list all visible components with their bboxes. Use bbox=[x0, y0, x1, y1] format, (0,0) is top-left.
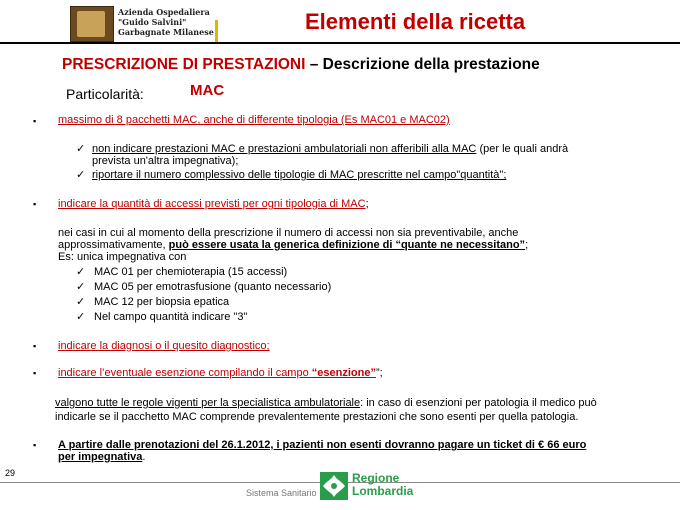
bullet-icon: ▪ bbox=[33, 368, 37, 378]
particolarita-label: Particolarità: bbox=[66, 86, 144, 102]
section-subtitle: PRESCRIZIONE DI PRESTAZIONI – Descrizione della prestazione bbox=[62, 56, 540, 73]
bullet-icon: ▪ bbox=[33, 116, 37, 126]
hospital-name: Azienda Ospedaliera "Guido Salvini" Garbagnate Milanese bbox=[118, 7, 214, 37]
example-item: Nel campo quantità indicare "3" bbox=[94, 311, 248, 323]
check-icon: ✓ bbox=[76, 310, 86, 323]
rule-no-mixing: non indicare prestazioni MAC e prestazioni ambulatoriali non afferibili alla MAC (per le quali andrà prevista un'altra impegnativa); bbox=[92, 143, 569, 167]
regione-lombardia-label: Regione Lombardia bbox=[352, 471, 414, 498]
header-accent-bar bbox=[215, 20, 218, 42]
example-item: MAC 12 per biopsia epatica bbox=[94, 296, 230, 308]
hospital-logo bbox=[70, 6, 114, 42]
quantity-explanation: nei casi in cui al momento della prescrizione il numero di accessi non sia preventivabile, anche approssimativamente, può essere usata la generica definizione di “quante ne necessitano”; Es: unica impegnativa con bbox=[58, 227, 529, 263]
bullet-icon: ▪ bbox=[33, 199, 37, 209]
example-item: MAC 05 per emotrasfusione (quanto necessario) bbox=[94, 281, 332, 293]
bullet-icon: ▪ bbox=[33, 341, 37, 351]
slide-title: Elementi della ricetta bbox=[305, 9, 526, 34]
check-icon: ✓ bbox=[76, 295, 86, 308]
ticket-notice: A partire dalle prenotazioni del 26.1.2012, i pazienti non esenti dovranno pagare un ticket di € 66 euro per impegnativa. bbox=[58, 439, 587, 463]
check-icon: ✓ bbox=[76, 168, 86, 181]
header-divider bbox=[0, 42, 680, 44]
rule-report-count: riportare il numero complessivo delle tipologie di MAC prescritte nel campo"quantità"; bbox=[92, 169, 507, 181]
page-number: 29 bbox=[5, 468, 16, 478]
example-item: MAC 01 per chemioterapia (15 accessi) bbox=[94, 266, 288, 278]
bullet-icon: ▪ bbox=[33, 440, 37, 450]
rule-quantity: indicare la quantità di accessi previsti per ogni tipologia di MAC; bbox=[58, 198, 369, 210]
rule-diagnosis: indicare la diagnosi o il quesito diagnostico; bbox=[58, 340, 270, 352]
rule-max-packages: massimo di 8 pacchetti MAC, anche di differente tipologia (Es MAC01 e MAC02) bbox=[58, 114, 450, 126]
exemption-rules: valgono tutte le regole vigenti per la specialistica ambulatoriale: in caso di esenzioni per patologia il medico può indicarle se il pacchetto MAC comprende prevalentemente prestazioni che sono esenti per quella patologia. bbox=[55, 397, 597, 423]
sistema-sanitario-label: Sistema Sanitario bbox=[246, 488, 317, 498]
check-icon: ✓ bbox=[76, 280, 86, 293]
check-icon: ✓ bbox=[76, 142, 86, 155]
rule-exemption: indicare l’eventuale esenzione compilando il campo “esenzione””; bbox=[58, 367, 383, 379]
lombardia-cross-icon bbox=[320, 472, 348, 500]
check-icon: ✓ bbox=[76, 265, 86, 278]
mac-value: MAC bbox=[190, 82, 225, 99]
